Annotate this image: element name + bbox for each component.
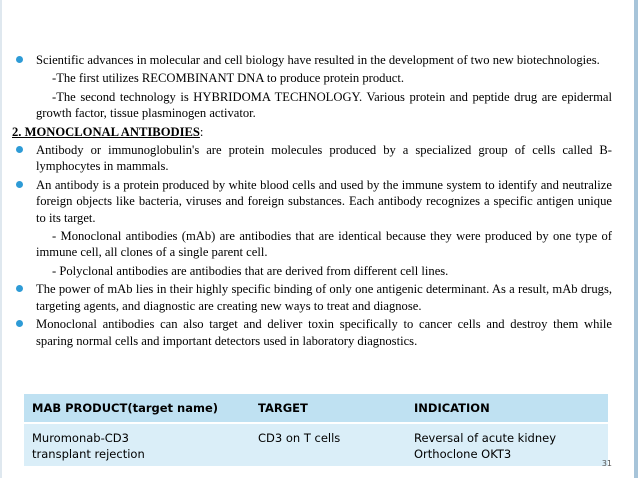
slide-body: [12, 52, 612, 349]
header-target: TARGET: [250, 394, 406, 423]
sub-item: [12, 228, 612, 261]
section-heading: [12, 124, 612, 140]
sub-item: [12, 263, 612, 279]
cell-indication: [406, 423, 608, 466]
cell-target: [250, 423, 406, 466]
sub-text: -The second technology is HYBRIDOMA TECHNOLOGY. Various protein and peptide drug are epidermal growth factor, tissue plasminogen activator.: [36, 89, 612, 121]
table-header-row: [24, 394, 608, 423]
page-number: 31: [601, 459, 612, 468]
bullet-icon: [16, 56, 23, 63]
cell-line: Reversal of acute kidney: [414, 431, 557, 445]
table-row: [24, 423, 608, 466]
bullet-icon: [16, 146, 23, 153]
sub-item: [12, 89, 612, 122]
sub-item: [12, 70, 612, 86]
bullet-item: [12, 52, 612, 68]
bullet-icon: [16, 181, 23, 188]
sub-text: -The first utilizes RECOMBINANT DNA to produce protein product.: [52, 71, 404, 86]
sub-text: - Polyclonal antibodies are antibodies that are derived from different cell lines.: [52, 263, 449, 278]
header-indication: INDICATION: [406, 394, 608, 423]
cell-line: Muromonab-CD3: [32, 431, 129, 445]
cell-product: [24, 423, 250, 466]
bullet-text: Antibody or immunoglobulin's are protein molecules produced by a specialized group of cells called B-lymphocytes in mammals.: [36, 143, 612, 174]
slide-left-border: [0, 0, 2, 478]
slide-right-border: [634, 0, 638, 478]
cell-line: transplant rejection: [32, 447, 145, 461]
sub-text: - Monoclonal antibodies (mAb) are antibodies that are identical because they were produced by one type of immune cell, all clones of a single parent cell.: [36, 229, 612, 260]
bullet-text: An antibody is a protein produced by white blood cells and used by the immune system to identify and neutralize foreign objects like bacteria, viruses and foreign substances. Each antibody recognizes a specific antigen unique to its target.: [36, 177, 612, 225]
heading-text: 2. MONOCLONAL ANTIBODIES: [12, 124, 200, 139]
heading-colon: :: [199, 124, 204, 139]
bullet-icon: [16, 320, 23, 327]
bullet-item: [12, 281, 612, 314]
header-mab-product: MAB PRODUCT(target name): [24, 394, 250, 423]
cell-line: Orthoclone OKT3: [414, 447, 512, 461]
bullet-text: The power of mAb lies in their highly specific binding of only one antigenic determinant. As a result, mAb drugs, targeting agents, and diagnostic are creating new ways to treat and diagnose.: [36, 282, 612, 313]
mab-table: [24, 394, 608, 466]
bullet-icon: [16, 285, 23, 292]
bullet-item: [12, 177, 612, 226]
bullet-text: Scientific advances in molecular and cell biology have resulted in the development of two new biotechnologies.: [36, 53, 600, 67]
cell-line: CD3 on T cells: [258, 431, 341, 445]
bullet-text: Monoclonal antibodies can also target and deliver toxin specifically to cancer cells and destroy them while sparing normal cells and important detectors used in laboratory diagnostics.: [36, 317, 612, 348]
bullet-item: [12, 316, 612, 349]
bullet-item: [12, 142, 612, 175]
